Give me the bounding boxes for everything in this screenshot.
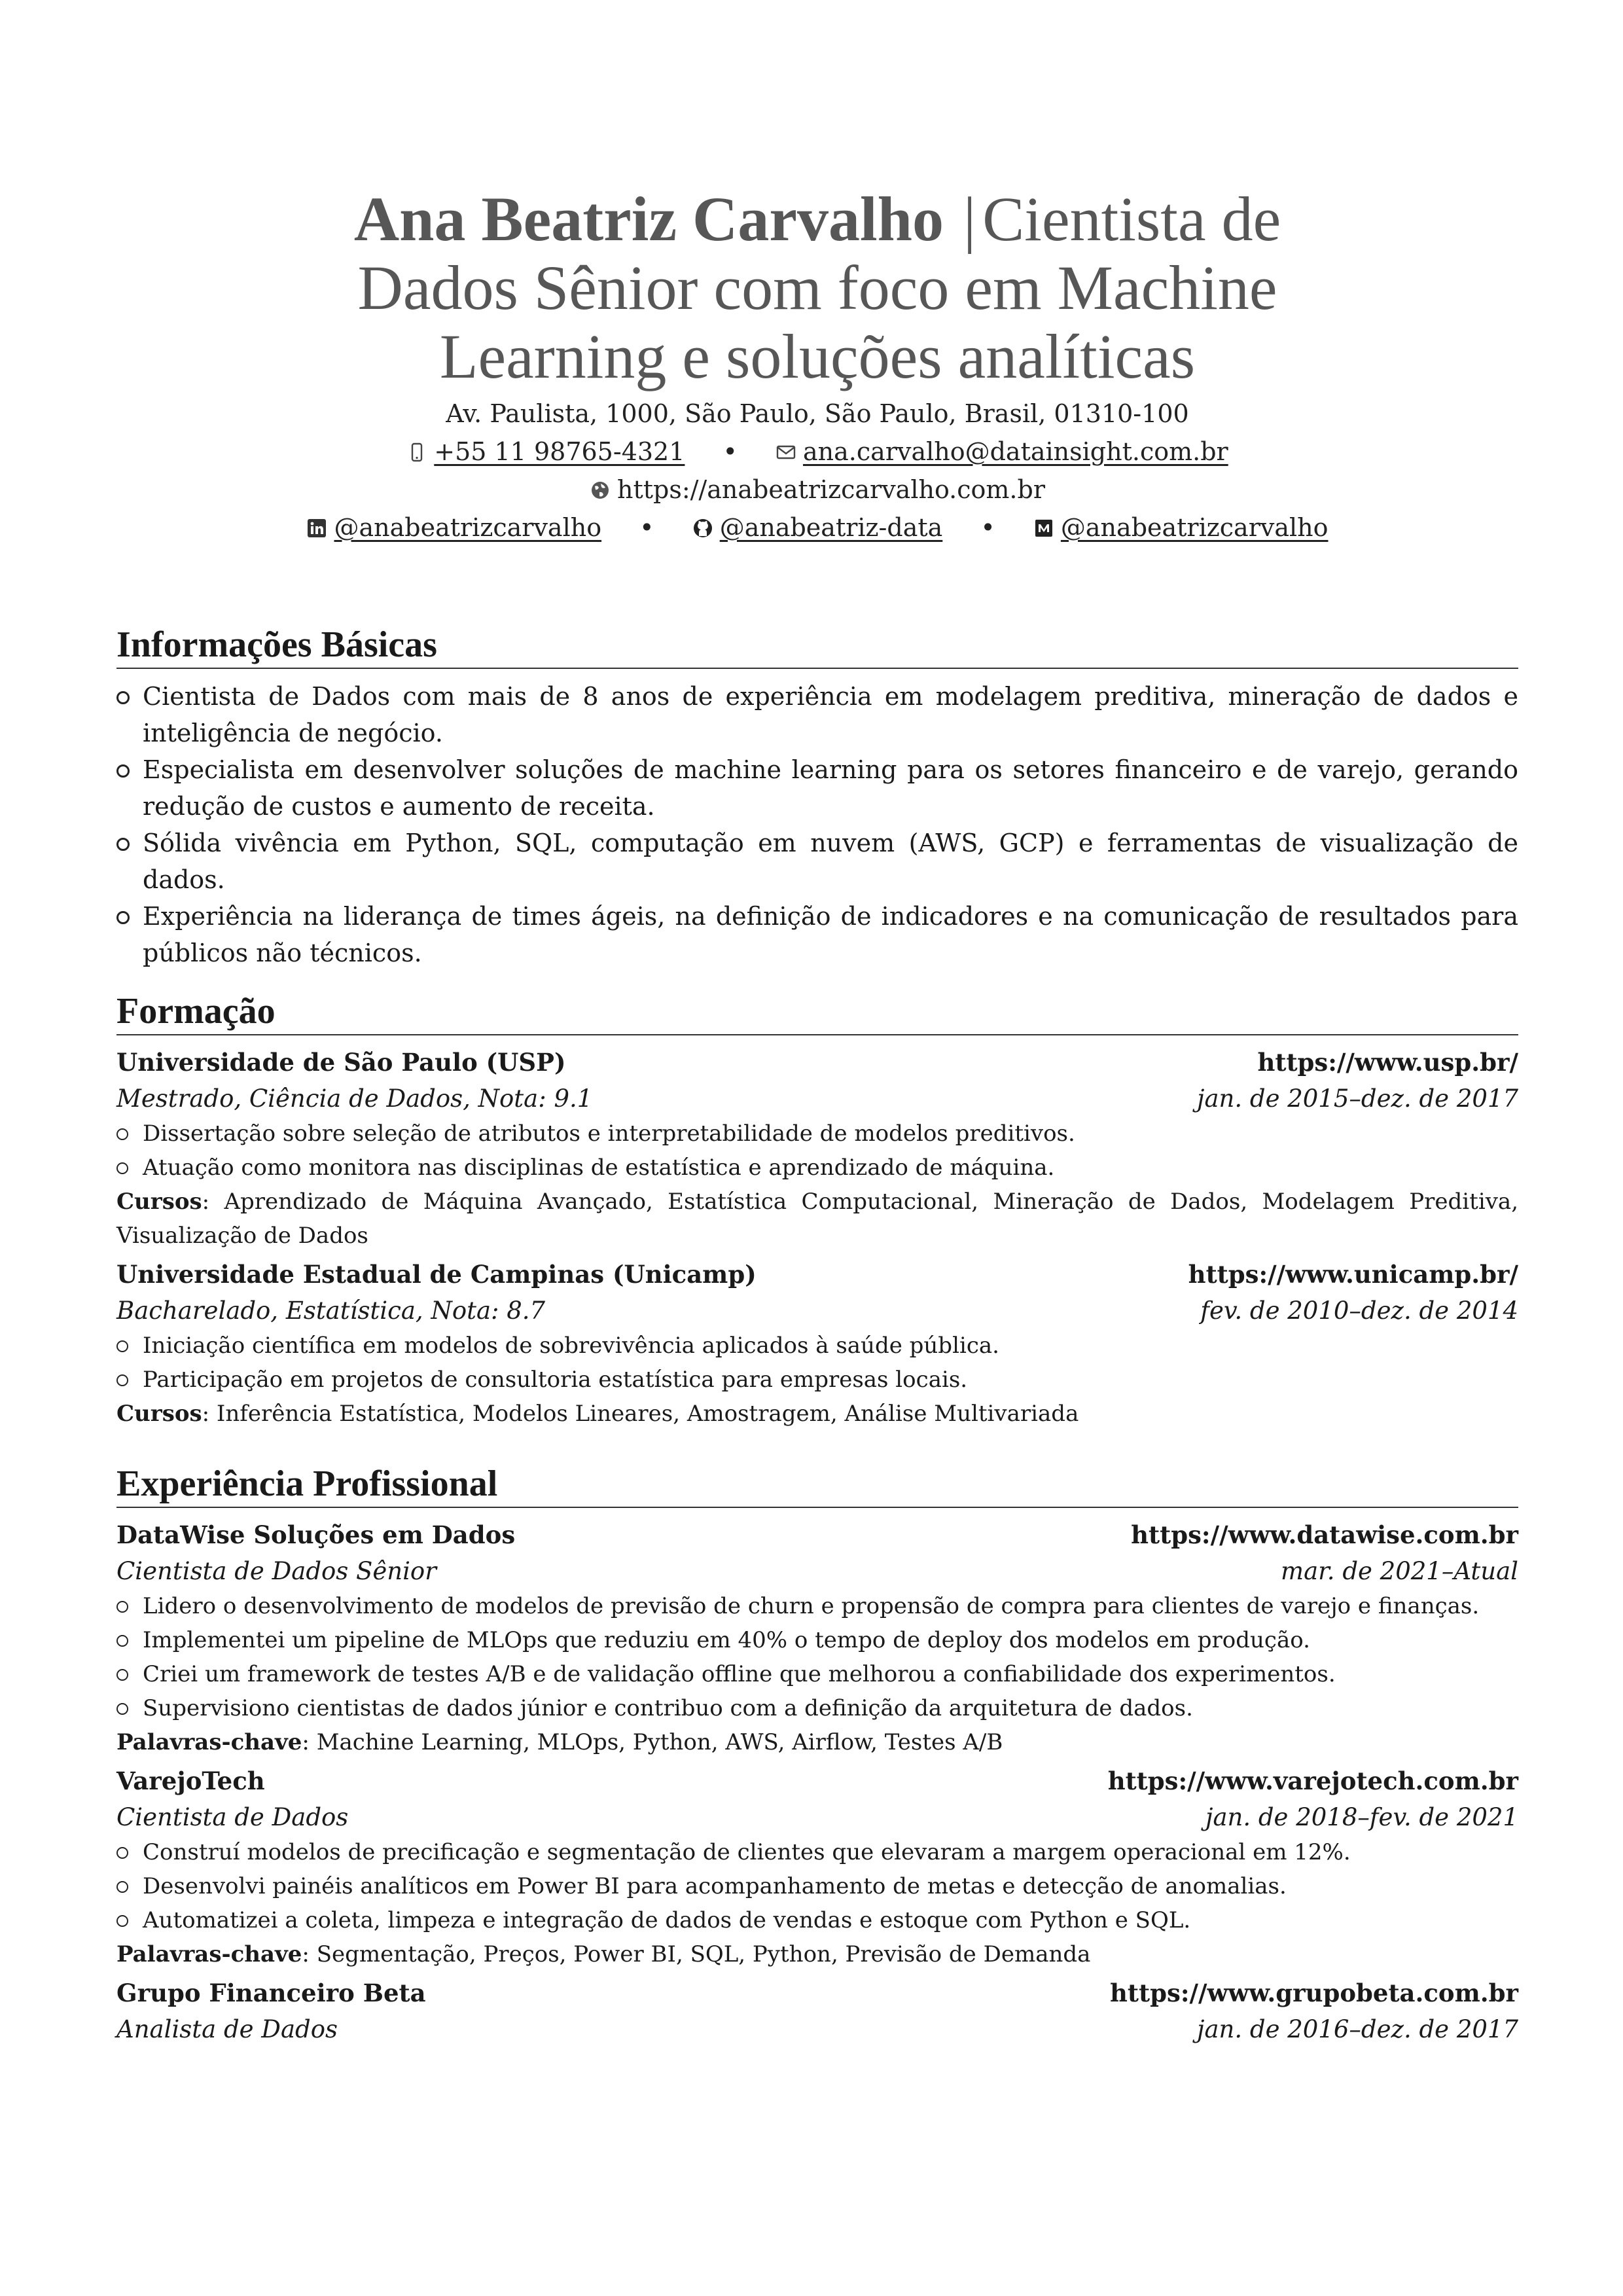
circle-bullet-icon xyxy=(116,838,130,851)
dates: jan. de 2015–dez. de 2017 xyxy=(1197,1085,1518,1113)
section-title: Informações Básicas xyxy=(116,623,1518,669)
list-item: Cientista de Dados com mais de 8 anos de experiência em modelagem preditiva, mineração de dados e inteligência de negócio. xyxy=(116,678,1518,751)
circle-bullet-icon xyxy=(116,1881,128,1893)
circle-bullet-icon xyxy=(116,1340,128,1352)
circle-bullet-icon xyxy=(116,1601,128,1613)
degree: Bacharelado, Estatística, Nota: 8.7 xyxy=(116,1297,546,1325)
circle-bullet-icon xyxy=(116,1635,128,1647)
social-line xyxy=(116,509,1518,547)
phone-icon xyxy=(406,442,427,463)
list-item: Lidero o desenvolvimento de modelos de previsão de churn e propensão de compra para clientes de varejo e finanças. xyxy=(116,1589,1518,1623)
github-link[interactable]: @anabeatriz-data xyxy=(719,513,943,542)
courses: Cursos: Inferência Estatística, Modelos Lineares, Amostragem, Análise Multivariada xyxy=(116,1401,1079,1427)
experience-entry xyxy=(116,1975,1518,2047)
company-url[interactable]: https://www.varejotech.com.br xyxy=(1107,1767,1518,1795)
circle-bullet-icon xyxy=(116,911,130,924)
website-link[interactable]: https://anabeatrizcarvalho.com.br xyxy=(616,475,1045,504)
email-link[interactable]: ana.carvalho@datainsight.com.br xyxy=(803,437,1228,466)
list-item: Criei um framework de testes A/B e de validação offline que melhorou a confiabilidade dos experimentos. xyxy=(116,1657,1518,1691)
list-item: Construí modelos de precificação e segmentação de clientes que elevaram a margem operacional em 12%. xyxy=(116,1835,1518,1869)
basics-section xyxy=(116,623,1518,971)
circle-bullet-icon xyxy=(116,1669,128,1681)
institution-name: Universidade de São Paulo (USP) xyxy=(116,1048,566,1077)
company-url[interactable]: https://www.datawise.com.br xyxy=(1131,1520,1518,1549)
dates: fev. de 2010–dez. de 2014 xyxy=(1200,1297,1518,1325)
job-role: Cientista de Dados xyxy=(116,1803,349,1831)
bullet-separator: • xyxy=(722,437,738,466)
list-item: Iniciação científica em modelos de sobrevivência aplicados à saúde pública. xyxy=(116,1329,1518,1363)
github-icon xyxy=(692,518,713,539)
list-item: Implementei um pipeline de MLOps que reduziu em 40% o tempo de deploy dos modelos em produção. xyxy=(116,1623,1518,1657)
education-entry xyxy=(116,1257,1518,1431)
dates: jan. de 2016–dez. de 2017 xyxy=(1197,2015,1518,2043)
keywords: Palavras-chave: Machine Learning, MLOps, Python, AWS, Airflow, Testes A/B xyxy=(116,1729,1003,1755)
courses: Cursos: Aprendizado de Máquina Avançado, Estatística Computacional, Mineração de Dados, Modelagem Preditiva, Visualização de Dados xyxy=(116,1189,1519,1249)
medium-link[interactable]: @anabeatrizcarvalho xyxy=(1060,513,1329,542)
circle-bullet-icon xyxy=(116,691,130,704)
bullet-separator: • xyxy=(639,513,654,542)
list-item: Dissertação sobre seleção de atributos e interpretabilidade de modelos preditivos. xyxy=(116,1117,1518,1151)
company-url[interactable]: https://www.grupobeta.com.br xyxy=(1110,1979,1518,2007)
circle-bullet-icon xyxy=(116,1128,128,1140)
person-name: Ana Beatriz Carvalho xyxy=(353,184,944,254)
contact-line xyxy=(116,433,1518,471)
medium-icon xyxy=(1033,518,1054,539)
resume-header xyxy=(116,185,1518,547)
list-item: Participação em projetos de consultoria estatística para empresas locais. xyxy=(116,1363,1518,1397)
list-item: Automatizei a coleta, limpeza e integração de dados de vendas e estoque com Python e SQL. xyxy=(116,1903,1518,1937)
company-name: VarejoTech xyxy=(116,1767,265,1795)
company-name: Grupo Financeiro Beta xyxy=(116,1979,426,2007)
institution-name: Universidade Estadual de Campinas (Unicamp) xyxy=(116,1260,757,1289)
section-title: Experiência Profissional xyxy=(116,1462,1518,1508)
circle-bullet-icon xyxy=(116,1374,128,1386)
resume-title xyxy=(281,185,1354,391)
circle-bullet-icon xyxy=(116,764,130,778)
experience-entry xyxy=(116,1517,1518,1759)
job-role: Cientista de Dados Sênior xyxy=(116,1557,437,1585)
bullet-separator: • xyxy=(980,513,995,542)
job-role: Analista de Dados xyxy=(116,2015,338,2043)
experience-entry xyxy=(116,1763,1518,1971)
experience-section xyxy=(116,1462,1518,2047)
dates: jan. de 2018–fev. de 2021 xyxy=(1205,1803,1518,1831)
circle-bullet-icon xyxy=(116,1915,128,1927)
list-item: Sólida vivência em Python, SQL, computação em nuvem (AWS, GCP) e ferramentas de visualização de dados. xyxy=(116,825,1518,898)
website-line xyxy=(116,471,1518,509)
list-item: Experiência na liderança de times ágeis, na definição de indicadores e na comunicação de resultados para públicos não técnicos. xyxy=(116,898,1518,971)
address: Av. Paulista, 1000, São Paulo, São Paulo, Brasil, 01310-100 xyxy=(446,399,1189,428)
circle-bullet-icon xyxy=(116,1162,128,1174)
list-item: Supervisiono cientistas de dados júnior e contribuo com a definição da arquitetura de dados. xyxy=(116,1691,1518,1725)
list-item: Desenvolvi painéis analíticos em Power BI para acompanhamento de metas e detecção de anomalias. xyxy=(116,1869,1518,1903)
section-title: Formação xyxy=(116,990,1518,1035)
keywords: Palavras-chave: Segmentação, Preços, Power BI, SQL, Python, Previsão de Demanda xyxy=(116,1941,1091,1967)
list-item: Atuação como monitora nas disciplinas de estatística e aprendizado de máquina. xyxy=(116,1151,1518,1185)
company-name: DataWise Soluções em Dados xyxy=(116,1520,516,1549)
envelope-icon xyxy=(776,442,796,463)
circle-bullet-icon xyxy=(116,1847,128,1859)
basics-list xyxy=(116,678,1518,971)
circle-bullet-icon xyxy=(116,1703,128,1715)
degree: Mestrado, Ciência de Dados, Nota: 9.1 xyxy=(116,1085,593,1113)
globe-icon xyxy=(590,480,611,501)
linkedin-icon xyxy=(306,518,327,539)
dates: mar. de 2021–Atual xyxy=(1281,1557,1518,1585)
list-item: Especialista em desenvolver soluções de machine learning para os setores financeiro e de varejo, gerando redução de custos e aumento de receita. xyxy=(116,751,1518,825)
title-separator: | xyxy=(963,184,976,254)
headline: Cientista de Dados Sênior com foco em Machine Learning e soluções analíticas xyxy=(357,184,1281,391)
phone-link[interactable]: +55 11 98765-4321 xyxy=(434,437,685,466)
institution-url[interactable]: https://www.unicamp.br/ xyxy=(1188,1260,1518,1289)
institution-url[interactable]: https://www.usp.br/ xyxy=(1257,1048,1518,1077)
education-entry xyxy=(116,1045,1518,1253)
education-section xyxy=(116,990,1518,1431)
linkedin-link[interactable]: @anabeatrizcarvalho xyxy=(334,513,602,542)
